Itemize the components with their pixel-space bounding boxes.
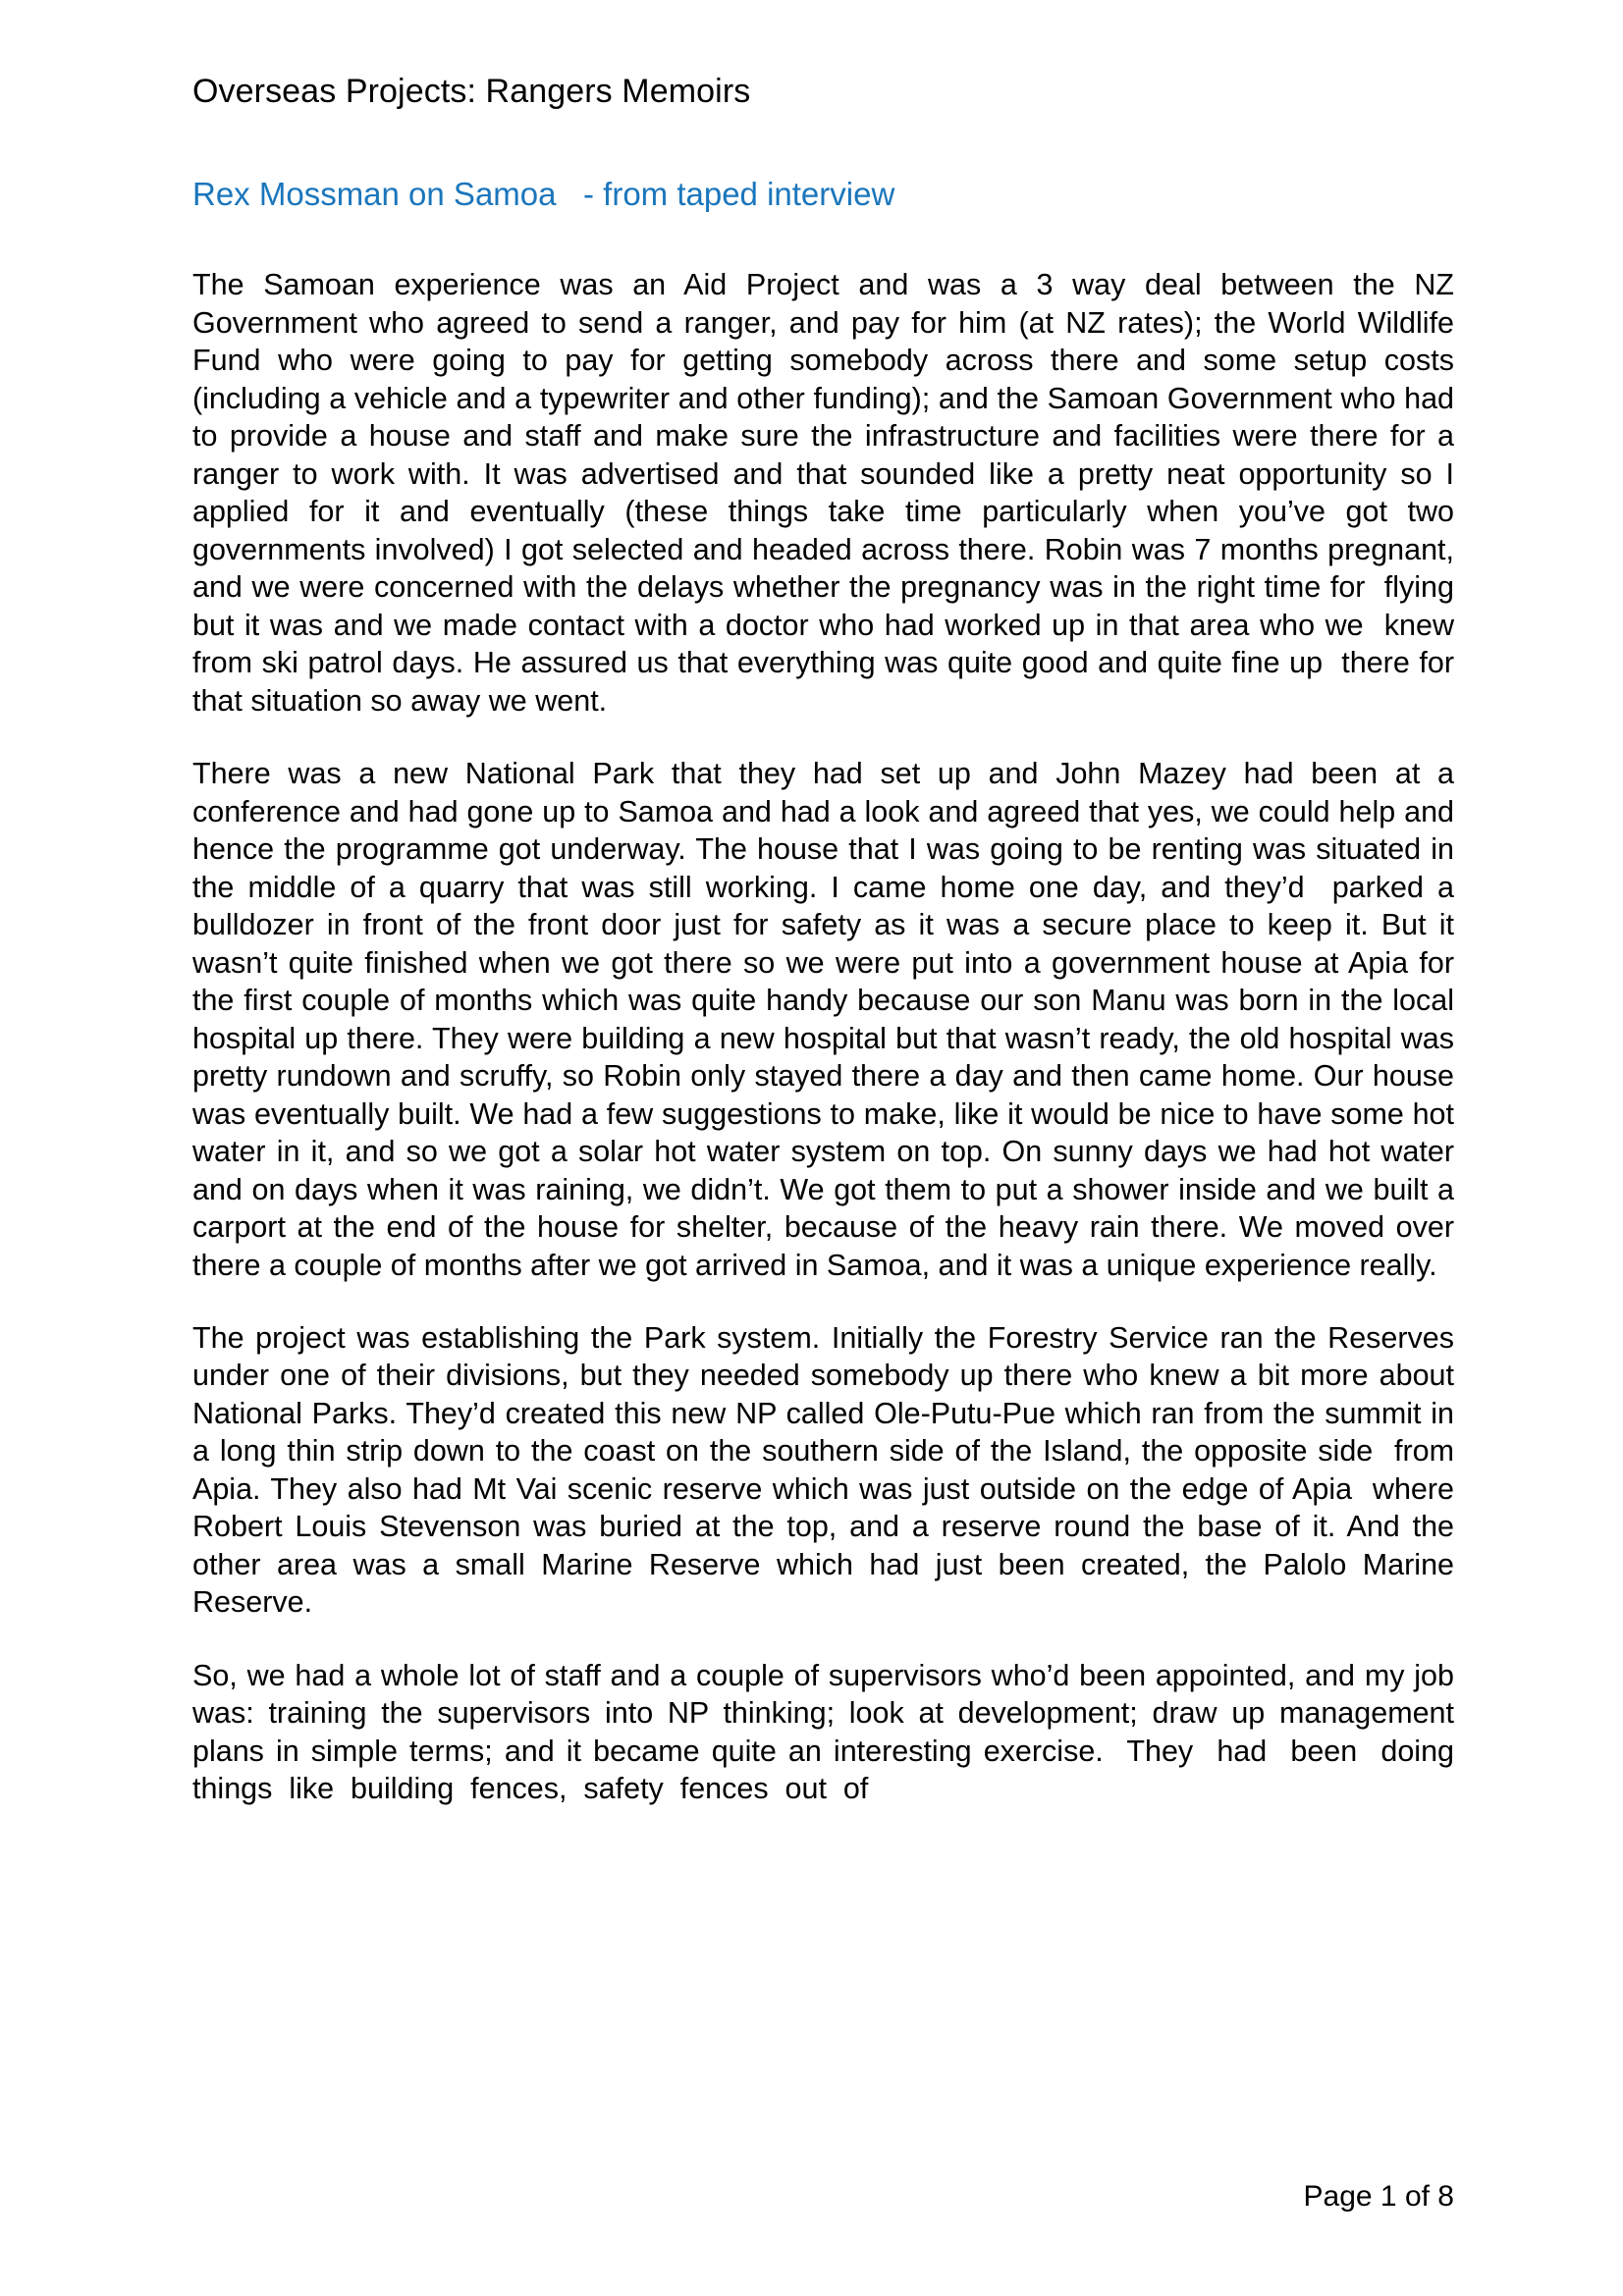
body-paragraph: There was a new National Park that they had set up and John Mazey had been at a conference and had gone up to Samoa and had a look and agreed that yes, we could help and hence the programme got underway. The house that I was going to be renting was situated in the middle of a quarry that was still working. I came home one day, and they’d parked a bulldozer in front of the front door just for safety as it was a secure place to keep it. But it wasn’t quite finished when we got there so we were put into a government house at Apia for the first couple of months which was quite handy because our son Manu was born in the local hospital up there. They were building a new hospital but that wasn’t ready, the old hospital was pretty rundown and scruffy, so Robin only stayed there a day and then came home. Our house was eventually built. We had a few suggestions to make, like it would be nice to have some hot water in it, and so we got a solar hot water system on top. On sunny days we had hot water and on days when it was raining, we didn’t. We got them to put a shower inside and we built a carport at the end of the house for shelter, because of the heavy rain there. We moved over there a couple of months after we got arrived in Samoa, and it was a unique experience really. [192, 757, 1463, 1282]
page-title: Rex Mossman on Samoa - from taped interview [192, 175, 895, 212]
body-paragraph: The project was establishing the Park system. Initially the Forestry Service ran the Reserves under one of their divisions, but they needed somebody up there who knew a bit more about National Parks. They’d created this new NP called Ole-Putu-Pue which ran from the summit in a long thin strip down to the coast on the southern side of the Island, the opposite side from Apia. They also had Mt Vai scenic reserve which was just outside on the edge of Apia where Robert Louis Stevenson was buried at the top, and a reserve round the base of it. And the other area was a small Marine Reserve which had just been created, the Palolo Marine Reserve. [192, 1320, 1471, 1620]
body-paragraph: So, we had a whole lot of staff and a couple of supervisors who’d been appointed, and my job was: training the supervisors into NP thinking; look at development; draw up management plans in simple terms; and it became quite an interesting exercise. They had been doing things like building fences, safety fences out of [192, 1658, 1471, 1806]
body-paragraph: The Samoan experience was an Aid Project and was a 3 way deal between the NZ Government who agreed to send a ranger, and pay for him (at NZ rates); the World Wildlife Fund who were going to pay for getting somebody across there and some setup costs (including a vehicle and a typewriter and other funding); and the Samoan Government who had to provide a house and staff and make sure the infrastructure and facilities were there for a ranger to work with. It was advertised and that sounded like a pretty neat opportunity so I applied for it and eventually (these things take time particularly when you’ve got two governments involved) I got selected and headed across there. Robin was 7 months pregnant, and we were concerned with the delays whether the pregnancy was in the right time for flying but it was and we made contact with a doctor who had worked up in that area who we knew from ski patrol days. He assured us that everything was quite good and quite fine up there for that situation so away we went. [192, 268, 1471, 718]
document-header: Overseas Projects: Rangers Memoirs [192, 73, 751, 110]
page-footer: Page 1 of 8 [1303, 2180, 1454, 2213]
